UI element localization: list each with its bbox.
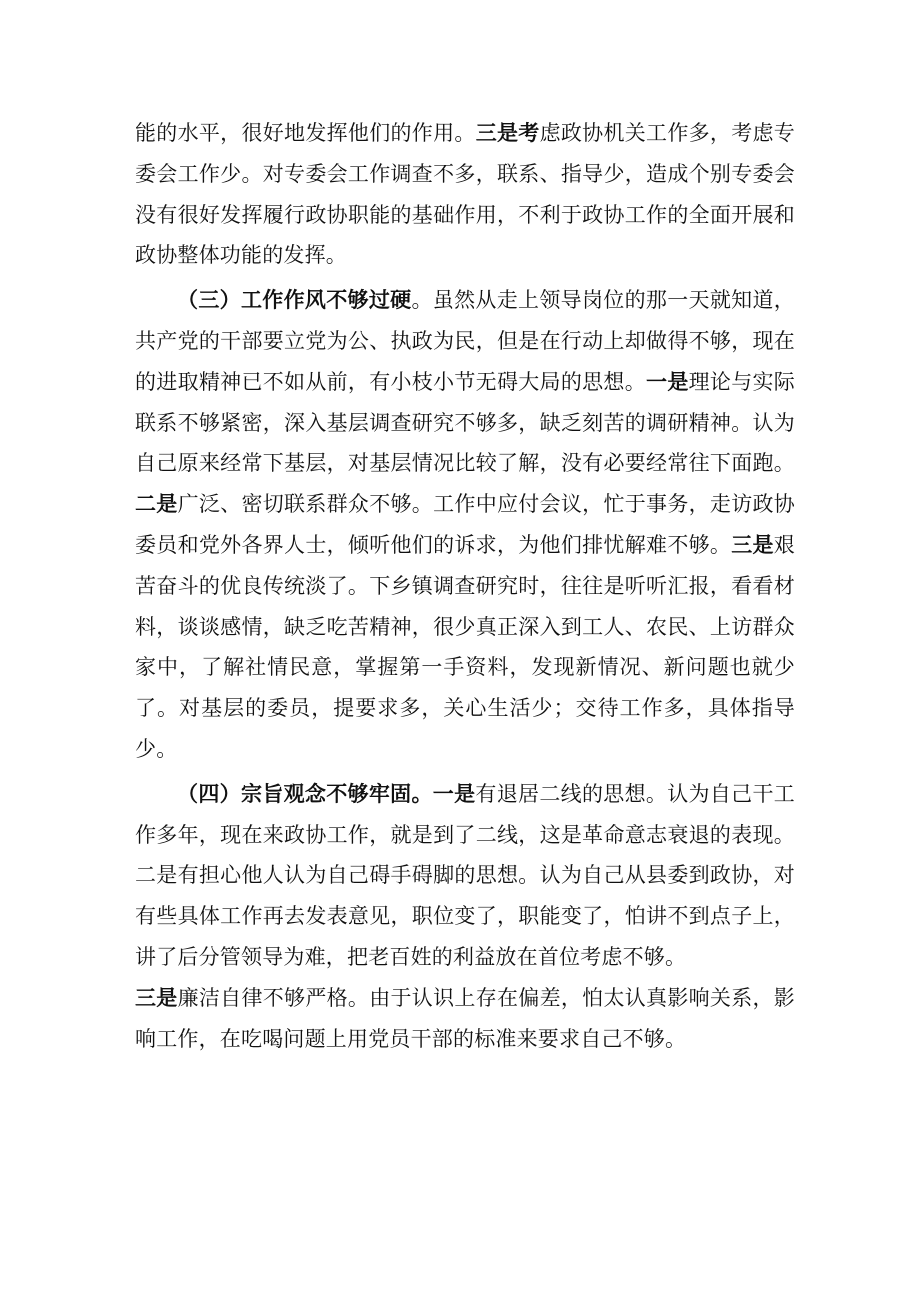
bold-run: 二是	[135, 491, 178, 517]
bold-run: 一是	[432, 780, 476, 806]
bold-run: 一是	[646, 368, 689, 394]
paragraph-purpose	[135, 774, 795, 978]
text-run: 虑政协机关工作多，考虑专委会工作少。对专委会工作调查不多，联系、指导少，造成个别专委会没有很好发挥履行政协职能的基础作用，不利于政协工作的全面开展和政协整体功能的发挥。	[135, 121, 795, 268]
text-run: 。虽然从走上领导岗位的那一天就知道，共产党的干部要立党为公、执政为民，但是在行动上却做得不够，现在的进取精神已不如从前，有小枝小节无碍大局的思想。	[135, 288, 795, 394]
paragraph-work-style	[135, 280, 795, 770]
bold-run: 三是	[135, 984, 178, 1010]
section-heading: （三）工作作风不够过硬	[177, 287, 412, 313]
text-run: 艰苦奋斗的优良传统淡了。下乡镇调查研究时，往往是听听汇报，看看材料，谈谈感情，缺乏吃苦精神，很少真正深入到工人、农民、上访群众家中，了解社情民意，掌握第一手资料，发现新情况、新问题也就少了。对基层的委员，提要求多，关心生活少；交待工作多，具体指导少。	[135, 532, 795, 761]
text-run: 理论与实际联系不够紧密，深入基层调查研究不够多，缺乏刻苦的调研精神。认为自己原来经常下基层，对基层情况比较了解，没有必要经常往下面跑。	[135, 369, 795, 476]
text-run: 廉洁自律不够严格。由于认识上存在偏差，怕太认真影响关系，影响工作，在吃喝问题上用党员干部的标准来要求自己不够。	[135, 985, 795, 1051]
paragraph-continuation	[135, 113, 795, 276]
text-run: 广泛、密切联系群众不够。工作中应付会议，忙于事务，走访政协委员和党外各界人士，倾听他们的诉求，为他们排忧解难不够。	[135, 492, 795, 557]
paragraph-integrity	[135, 978, 795, 1060]
bold-run: 三是	[731, 531, 774, 557]
text-run: 有退居二线的思想。认为自己干工作多年，现在来政协工作，就是到了二线，这是革命意志衰退的表现。二是有担心他人认为自己碍手碍脚的思想。认为自己从县委到政协，对有些具体工作再去发表意见，职位变了，职能变了，怕讲不到点子上，讲了后分管领导为难，把老百姓的利益放在首位考虑不够。	[135, 781, 795, 969]
document-page	[135, 113, 795, 1059]
text-run: 能的水平，很好地发挥他们的作用。	[135, 121, 476, 145]
bold-run: 三是考	[475, 120, 540, 145]
section-heading: （四）宗旨观念不够牢固。	[177, 780, 433, 806]
